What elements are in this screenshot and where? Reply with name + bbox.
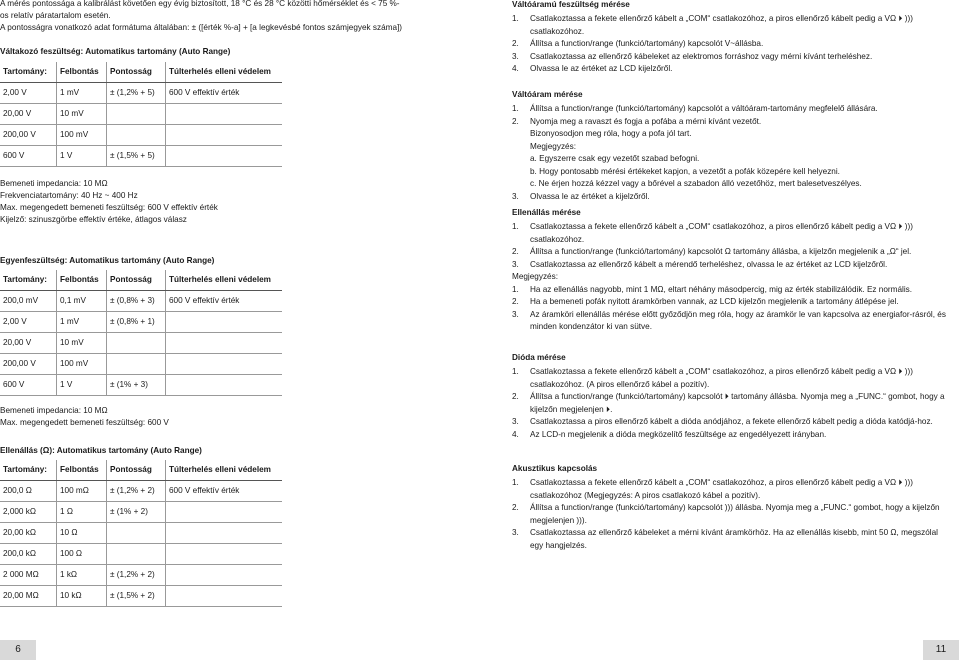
- note-line: Frekvenciatartomány: 40 Hz ~ 400 Hz: [0, 191, 138, 200]
- list-item: 2. Nyomja meg a ravaszt és fogja a pofába a mérni kívánt vezetőt.: [512, 116, 762, 126]
- list-subline: a. Egyszerre csak egy vezetőt szabad befogni.: [530, 154, 700, 163]
- ac-voltage-steps: [512, 13, 952, 76]
- table-header-cell: Pontosság: [107, 460, 166, 481]
- table-row: 600 V 1 V ± (1% + 3): [0, 375, 282, 396]
- table-header-cell: Felbontás: [57, 62, 107, 83]
- resistance-steps: [512, 221, 952, 334]
- table-row: 2,00 V 1 mV ± (1,2% + 5) 600 V effektív érték: [0, 83, 282, 104]
- intro-line: A pontosságra vonatkozó adat formátuma általában: ± ([érték %-a] + [a legkevésbé fontos számjegyek száma]): [0, 23, 403, 32]
- table-header-row: [0, 62, 282, 83]
- page-number-left: 6: [0, 640, 36, 660]
- table-header-cell: Tartomány:: [0, 270, 57, 291]
- table-header-cell: Felbontás: [57, 460, 107, 481]
- note-line: Bemeneti impedancia: 10 MΩ: [0, 179, 108, 188]
- list-item: 3. Olvassa le az értéket a kijelzőről.: [512, 191, 650, 201]
- table-header-cell: Felbontás: [57, 270, 107, 291]
- ac-voltage-title: Váltakozó feszültség: Automatikus tartomány (Auto Range): [0, 47, 231, 56]
- table-row: 200,00 V 100 mV: [0, 125, 282, 146]
- table-row: 2,00 V 1 mV ± (0,8% + 1): [0, 312, 282, 333]
- table-header-cell: Pontosság: [107, 270, 166, 291]
- list-item: 1. Csatlakoztassa a fekete ellenőrző kábelt a „COM“ csatlakozóhoz, a piros ellenőrző kábelt pedig a VΩ ⏵ ))) csatlakozóhoz.: [512, 222, 913, 244]
- list-subline: Megjegyzés:: [530, 141, 576, 151]
- resistance-title: Ellenállás (Ω): Automatikus tartomány (Auto Range): [0, 446, 202, 455]
- table-row: 200,0 mV 0,1 mV ± (0,8% + 3) 600 V effektív érték: [0, 291, 282, 312]
- note-line: Kijelző: szinuszgörbe effektív értéke, átlagos válasz: [0, 215, 187, 224]
- intro-line: os relatív páratartalom esetén.: [0, 11, 111, 20]
- list-item: 3. Az áramköri ellenállás mérése előtt győződjön meg róla, hogy az áramkör le van kapcsolva az energiafor-rásról, és minden kondenzátor ki van sütve.: [512, 309, 946, 331]
- table-row: 20,00 MΩ 10 kΩ ± (1,5% + 2): [0, 586, 282, 607]
- page-number-right: 11: [923, 640, 959, 660]
- dc-notes: [0, 405, 169, 429]
- note-line: Bemeneti impedancia: 10 MΩ: [0, 406, 108, 415]
- list-item: 1. Állítsa a function/range (funkció/tartomány) kapcsolót a váltóáram-tartomány megfelelő állására.: [512, 104, 878, 113]
- table-header-cell: Tartomány:: [0, 460, 57, 481]
- list-item: 4. Olvassa le az értéket az LCD kijelzőről.: [512, 64, 673, 73]
- table-row: 200,0 Ω 100 mΩ ± (1,2% + 2) 600 V effektív érték: [0, 481, 282, 502]
- list-subline: c. Ne érjen hozzá kézzel vagy a bőrével a szabadon álló vezetőhöz, mert balesetveszélyes.: [530, 179, 862, 188]
- list-item: 3. Csatlakoztassa a piros ellenőrző kábelt a dióda anódjához, a fekete ellenőrző kábelt pedig a dióda katódjá-hoz.: [512, 417, 933, 426]
- table-header-cell: Tartomány:: [0, 62, 57, 83]
- list-item: 4. Az LCD-n megjelenik a dióda megközelítő feszültsége az engedélyezett irányban.: [512, 429, 827, 439]
- note-line: Max. megengedett bemeneti feszültség: 600 V: [0, 418, 169, 427]
- list-item: 3. Csatlakoztassa az ellenőrző kábelt a mérendő terheléshez, olvassa le az értéket az LCD kijelzőről.: [512, 259, 888, 269]
- ac-voltage-measurement-title: Váltóáramú feszültség mérése: [512, 0, 630, 9]
- table-row: 2,000 kΩ 1 Ω ± (1% + 2): [0, 502, 282, 523]
- list-item: 2. Állítsa a function/range (funkció/tartomány) kapcsolót V~állásba.: [512, 39, 764, 48]
- list-subline: Bizonyosodjon meg róla, hogy a pofa jól tart.: [530, 129, 692, 138]
- note-line: Max. megengedett bemeneti feszültség: 600 V effektív érték: [0, 203, 218, 212]
- list-item: 2. Állítsa a function/range (funkció/tartomány) kapcsolót ))) állásba. Nyomja meg a „FUNC.“ gombot, hogy a kijelzőn megjelenjen ))).: [512, 503, 940, 525]
- dc-voltage-table: [0, 270, 282, 396]
- table-row: 20,00 V 10 mV: [0, 104, 282, 125]
- table-header-cell: Túlterhelés elleni védelem: [166, 270, 283, 291]
- list-item: 1. Csatlakoztassa a fekete ellenőrző kábelt a „COM“ csatlakozóhoz, a piros ellenőrző kábelt pedig a VΩ ⏵ ))) csatlakozóhoz.: [512, 14, 913, 36]
- table-row: 200,0 kΩ 100 Ω: [0, 544, 282, 565]
- table-row: 20,00 kΩ 10 Ω: [0, 523, 282, 544]
- table-row: 20,00 V 10 mV: [0, 333, 282, 354]
- table-row: 200,00 V 100 mV: [0, 354, 282, 375]
- table-row: 2 000 MΩ 1 kΩ ± (1,2% + 2): [0, 565, 282, 586]
- intro-text: [0, 0, 480, 34]
- resistance-table: [0, 460, 282, 607]
- table-header-cell: Pontosság: [107, 62, 166, 83]
- diode-steps: [512, 366, 952, 441]
- table-header-row: [0, 270, 282, 291]
- ac-current-steps: [512, 103, 878, 203]
- resistance-measurement-title: Ellenállás mérése: [512, 208, 581, 217]
- list-item: 2. Ha a bemeneti pofák nyitott áramkörben vannak, az LCD kijelzőn megjelenik a tartomány átlépése jel.: [512, 297, 899, 306]
- list-item: 2. Állítsa a function/range (funkció/tartomány) kapcsolót Ω tartomány állásba, a kijelzőn megjelenik a „Ω“ jel.: [512, 247, 912, 256]
- ac-notes: [0, 178, 218, 226]
- table-row: 600 V 1 V ± (1,5% + 5): [0, 146, 282, 167]
- list-item: 1. Csatlakoztassa a fekete ellenőrző kábelt a „COM“ csatlakozóhoz, a piros ellenőrző kábelt pedig a VΩ ⏵ ))) csatlakozóhoz. (A piros ellenőrző kábel a pozitív).: [512, 367, 913, 389]
- list-item: 3. Csatlakoztassa az ellenőrző kábeleket a mérni kívánt áramkörhöz. Ha az ellenállás kisebb, mint 50 Ω, megszólal egy hangjelzés.: [512, 528, 938, 550]
- list-subline: Megjegyzés:: [512, 272, 558, 281]
- list-item: 1. Csatlakoztassa a fekete ellenőrző kábelt a „COM“ csatlakozóhoz, a piros ellenőrző kábelt pedig a VΩ ⏵ ))) csatlakozóhoz (Megjegyzés: A piros csatlakozó kábel a pozitív).: [512, 478, 913, 500]
- table-header-cell: Túlterhelés elleni védelem: [166, 460, 283, 481]
- ac-voltage-table: [0, 62, 282, 167]
- ac-current-title: Váltóáram mérése: [512, 90, 583, 99]
- table-header-row: [0, 460, 282, 481]
- list-item: 2. Állítsa a function/range (funkció/tartomány) kapcsolót ⏵ tartomány állásba. Nyomja meg a „FUNC.“ gombot, hogy a kijelzőn megjelenjen ⏵.: [512, 392, 945, 414]
- list-subline: b. Hogy pontosabb mérési értékeket kapjon, a vezetőt a pofák közepére kell helyezni.: [530, 166, 840, 176]
- diode-title: Dióda mérése: [512, 353, 566, 362]
- dc-voltage-title: Egyenfeszültség: Automatikus tartomány (Auto Range): [0, 256, 215, 265]
- list-item: 1. Ha az ellenállás nagyobb, mint 1 MΩ, eltart néhány másodpercig, mig az érték stabilizálódik. Ez normális.: [512, 284, 913, 294]
- intro-line: A mérés pontossága a kalibrálást követően egy évig biztosított, 18 °C és 28 °C közötti hőmérséklet és < 75 %-: [0, 0, 400, 8]
- list-item: 3. Csatlakoztassa az ellenőrző kábeleket az elektromos forráshoz vagy mérni kívánt terheléshez.: [512, 51, 873, 61]
- continuity-title: Akusztikus kapcsolás: [512, 464, 598, 473]
- table-header-cell: Túlterhelés elleni védelem: [166, 62, 283, 83]
- continuity-steps: [512, 477, 952, 552]
